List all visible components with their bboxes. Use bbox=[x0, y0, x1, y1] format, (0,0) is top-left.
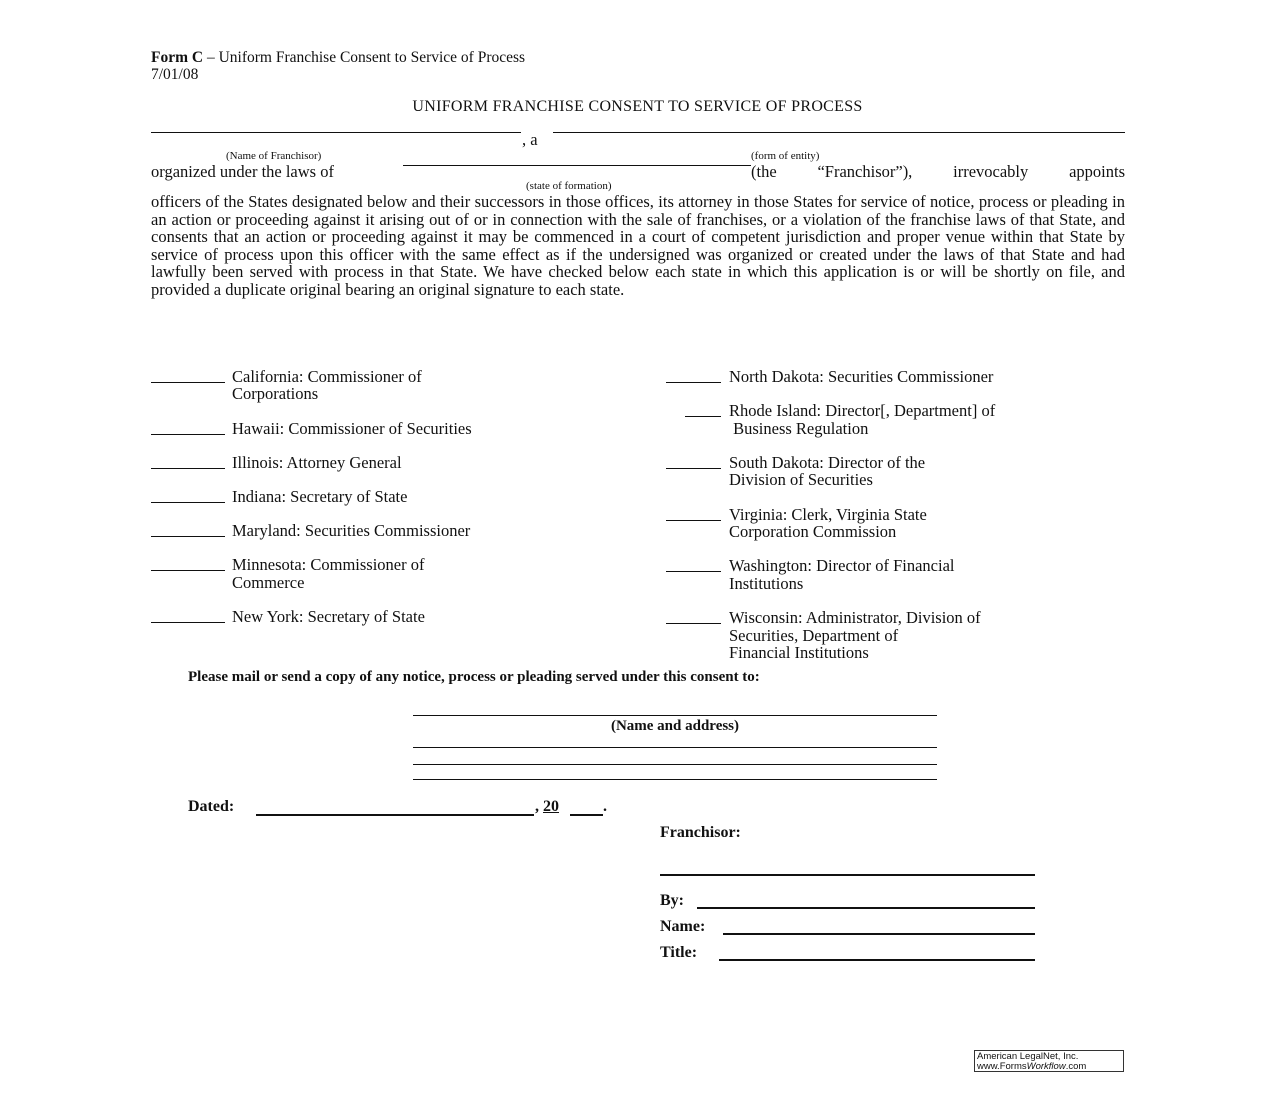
minnesota-line2: Commerce bbox=[232, 573, 305, 592]
title-label: Title: bbox=[660, 944, 698, 961]
hawaii-line1: Hawaii: Commissioner of Securities bbox=[232, 419, 472, 438]
form-description: – Uniform Franchise Consent to Service of Process bbox=[203, 49, 526, 66]
footer-line2 bbox=[977, 1062, 1121, 1072]
washington-line2: Institutions bbox=[729, 574, 804, 593]
document-title: UNIFORM FRANCHISE CONSENT TO SERVICE OF PROCESS bbox=[412, 98, 863, 115]
dated-period: . bbox=[603, 798, 607, 815]
title-field[interactable] bbox=[719, 959, 1035, 961]
publisher-footer bbox=[974, 1050, 1124, 1072]
south-dakota-check-line[interactable] bbox=[666, 468, 721, 469]
new-york-check-line[interactable] bbox=[151, 622, 225, 623]
rhode-island-line2: Business Regulation bbox=[729, 419, 869, 438]
state-caption: (state of formation) bbox=[526, 180, 612, 192]
name-address-line-2[interactable] bbox=[413, 747, 937, 748]
name-address-line-3[interactable] bbox=[413, 764, 937, 765]
indiana-line1: Indiana: Secretary of State bbox=[232, 487, 408, 506]
california-line2: Corporations bbox=[232, 384, 319, 403]
entity-caption: (form of entity) bbox=[751, 150, 820, 162]
franchisor-label: Franchisor: bbox=[660, 824, 741, 841]
franchisor-text: (the “Franchisor”), irrevocably appoints bbox=[751, 162, 1125, 181]
name-address-line-4[interactable] bbox=[413, 779, 937, 780]
by-field[interactable] bbox=[697, 907, 1035, 909]
illinois-line1: Illinois: Attorney General bbox=[232, 453, 402, 472]
indiana-check-line[interactable] bbox=[151, 502, 225, 503]
year-prefix-text: 20 bbox=[543, 798, 559, 815]
footer-com: .com bbox=[1065, 1061, 1087, 1072]
a-text: , a bbox=[522, 130, 538, 149]
south-dakota-line1: South Dakota: Director of the bbox=[729, 453, 926, 472]
name-caption: (Name of Franchisor) bbox=[226, 150, 322, 162]
rhode-island-line1: Rhode Island: Director[, Department] of bbox=[729, 401, 996, 420]
new-york-line1: New York: Secretary of State bbox=[232, 607, 425, 626]
virginia-line1: Virginia: Clerk, Virginia State bbox=[729, 505, 927, 524]
south-dakota-line2: Division of Securities bbox=[729, 470, 873, 489]
franchisor-name-field[interactable] bbox=[151, 132, 521, 133]
mail-instruction: Please mail or send a copy of any notice, process or pleading served under this consent to: bbox=[188, 669, 760, 685]
maryland-line1: Maryland: Securities Commissioner bbox=[232, 521, 471, 540]
footer-www: www.Forms bbox=[977, 1061, 1027, 1072]
consent-paragraph: officers of the States designated below and their successors in those offices, its attorney in those States for service of notice, process or pleading in an action or proceeding against it arising out of or in connection with the sale of franchises, or a violation of the franchise laws of that State, and consents that an action or proceeding against it may be commenced in a court of competent jurisdiction and proper venue within that State by service of process upon this officer with the same effect as if the undersigned was organized or created under the laws of that State and had lawfully been served with process in that State. We have checked below each state in which this application is or will be shortly on file, and provided a duplicate original bearing an original signature to each state. bbox=[151, 192, 1125, 299]
name-address-line-1[interactable] bbox=[413, 715, 937, 716]
state-of-formation-field[interactable] bbox=[403, 165, 751, 166]
entity-form-field[interactable] bbox=[553, 132, 1125, 133]
footer-workflow: Workflow bbox=[1026, 1061, 1066, 1072]
wisconsin-line1: Wisconsin: Administrator, Division of bbox=[729, 608, 981, 627]
illinois-check-line[interactable] bbox=[151, 468, 225, 469]
dated-label: Dated: bbox=[188, 798, 235, 815]
year-prefix: , bbox=[535, 798, 543, 815]
name-field[interactable] bbox=[723, 933, 1035, 935]
by-label: By: bbox=[660, 892, 684, 909]
dated-field[interactable] bbox=[256, 814, 534, 816]
wisconsin-line2: Securities, Department of bbox=[729, 626, 899, 645]
form-header bbox=[151, 50, 525, 66]
virginia-check-line[interactable] bbox=[666, 520, 721, 521]
name-address-caption: (Name and address) bbox=[610, 718, 740, 734]
rhode-island-check-line[interactable] bbox=[685, 416, 721, 417]
form-label: Form C bbox=[151, 49, 204, 66]
north-dakota-check-line[interactable] bbox=[666, 382, 721, 383]
minnesota-check-line[interactable] bbox=[151, 570, 225, 571]
washington-check-line[interactable] bbox=[666, 571, 721, 572]
footer-line1: American LegalNet, Inc. bbox=[977, 1051, 1079, 1062]
form-date: 7/01/08 bbox=[151, 66, 199, 83]
minnesota-line1: Minnesota: Commissioner of bbox=[232, 555, 425, 574]
organized-text: organized under the laws of bbox=[151, 162, 334, 181]
franchisor-signature-line[interactable] bbox=[660, 874, 1035, 876]
hawaii-check-line[interactable] bbox=[151, 434, 225, 435]
washington-line1: Washington: Director of Financial bbox=[729, 556, 955, 575]
year-suffix-field[interactable] bbox=[570, 814, 603, 816]
wisconsin-line3: Financial Institutions bbox=[729, 643, 869, 662]
name-label: Name: bbox=[660, 918, 706, 935]
wisconsin-check-line[interactable] bbox=[666, 623, 721, 624]
california-line1: California: Commissioner of bbox=[232, 367, 422, 386]
virginia-line2: Corporation Commission bbox=[729, 522, 897, 541]
maryland-check-line[interactable] bbox=[151, 536, 225, 537]
north-dakota-line1: North Dakota: Securities Commissioner bbox=[729, 367, 994, 386]
dated-year bbox=[535, 798, 559, 816]
california-check-line[interactable] bbox=[151, 382, 225, 383]
